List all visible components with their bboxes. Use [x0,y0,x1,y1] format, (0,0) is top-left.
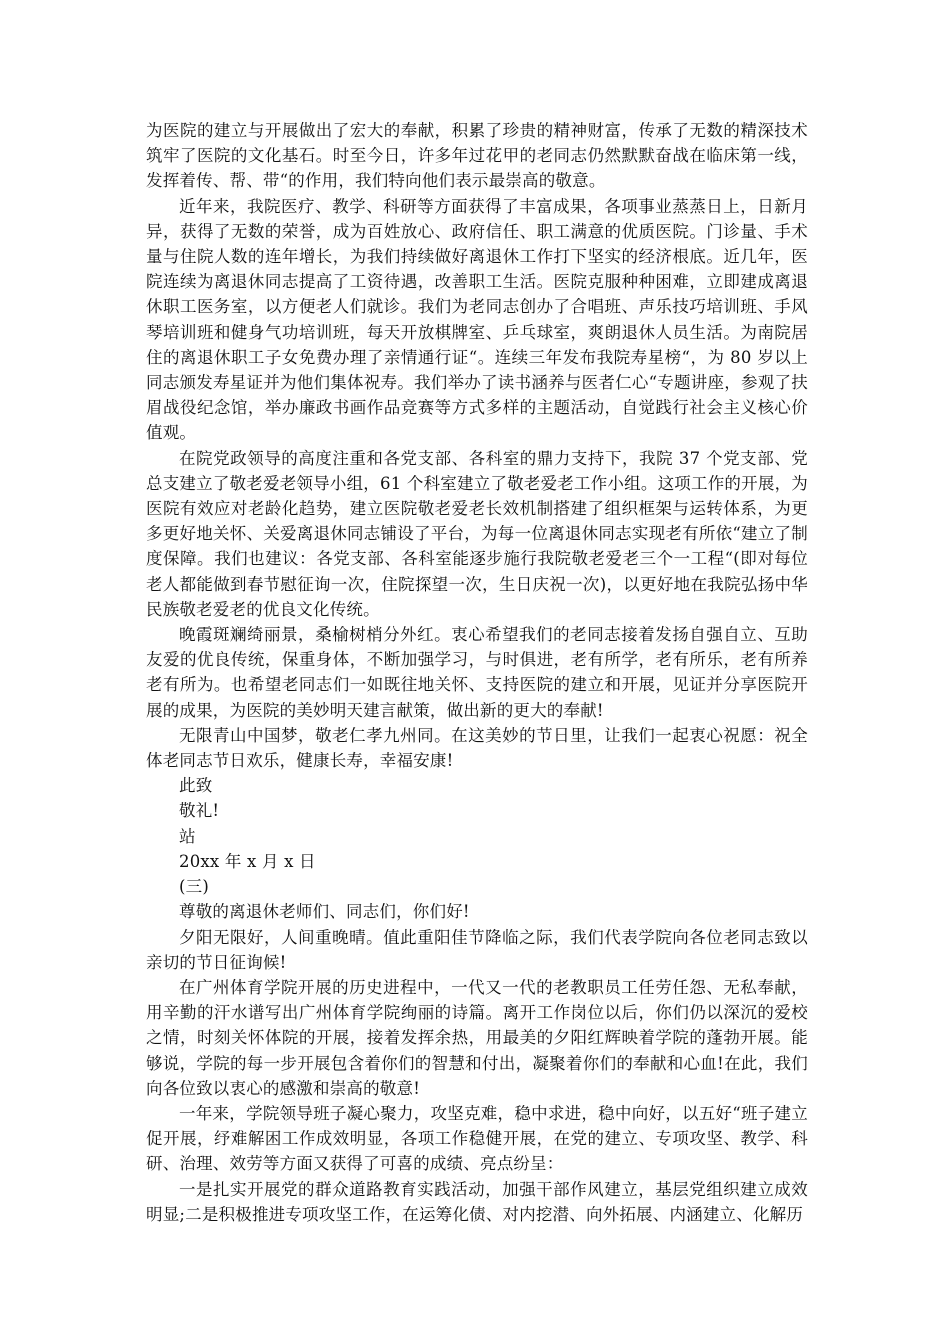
closing-line: 此致 [179,776,213,796]
paragraph: 无限青山中国梦，敬老仁孝九州同。在这美妙的节日里，让我们一起衷心祝愿：祝全体老同志节日欢乐，健康长寿，幸福安康! [146,725,808,771]
paragraph: 一年来，学院领导班子凝心聚力，攻坚克难，稳中求进，稳中向好，以五好“班子建立促开展，纾难解困工作成效明显，各项工作稳健开展，在党的建立、专项攻坚、教学、科研、治理、效劳等方面又获得了可喜的成绩、亮点纷呈： [146,1103,808,1174]
greeting: 尊敬的离退休老师们、同志们，你们好! [179,902,470,922]
paragraph: 在院党政领导的高度注重和各党支部、各科室的鼎力支持下，我院 37 个党支部、党总支建立了敬老爱老领导小组，61 个科室建立了敬老爱老工作小组。这项工作的开展，为医院有效应对老龄化趋势，建立医院敬老爱老长效机制搭建了组织框架与运转体系，为更多更好地关怀、关爱离退休同志铺设了平台，为每一位离退休同志实现老有所依“建立了制度保障。我们也建议：各党支部、各科室能逐步施行我院敬老爱老三个一工程“(即对每位老人都能做到春节慰征询一次，住院探望一次，生日庆祝一次)，以更好地在我院弘扬中华民族敬老爱老的优良文化传统。 [146,448,808,619]
document-body [146,118,808,1227]
section-number: (三) [179,877,209,897]
paragraph: 为医院的建立与开展做出了宏大的奉献，积累了珍贵的精神财富，传承了无数的精深技术筑牢了医院的文化基石。时至今日，许多年过花甲的老同志仍然默默奋战在临床第一线，发挥着传、帮、带“的作用，我们特向他们表示最崇高的敬意。 [146,121,808,191]
date-line: 20xx 年 x 月 x 日 [179,851,316,871]
paragraph: 晚霞斑斓绮丽景，桑榆树梢分外红。衷心希望我们的老同志接着发扬自强自立、互助友爱的优良传统，保重身体，不断加强学习，与时俱进，老有所学，老有所乐，老有所养老有所为。也希望老同志们一如既往地关怀、支持医院的建立和开展，见证并分享医院开展的成果，为医院的美妙明天建言献策，做出新的更大的奉献! [146,625,808,720]
paragraph: 在广州体育学院开展的历史进程中，一代又一代的老教职员工任劳任怨、无私奉献，用辛勤的汗水谱写出广州体育学院绚丽的诗篇。离开工作岗位以后，你们仍以深沉的爱校之情，时刻关怀体院的开展，接着发挥余热，用最美的夕阳红辉映着学院的蓬勃开展。能够说，学院的每一步开展包含着你们的智慧和付出，凝聚着你们的奉献和心血!在此，我们向各位致以衷心的感激和崇高的敬意! [146,977,808,1098]
paragraph: 一是扎实开展党的群众道路教育实践活动，加强干部作风建立，基层党组织建立成效明显;二是积极推进专项攻坚工作，在运筹化债、对内挖潜、向外拓展、内涵建立、化解历 [146,1179,808,1224]
paragraph: 近年来，我院医疗、教学、科研等方面获得了丰富成果，各项事业蒸蒸日上，日新月异，获得了无数的荣誉，成为百姓放心、政府信任、职工满意的优质医院。门诊量、手术量与住院人数的连年增长，为我们持续做好离退休工作打下坚实的经济根底。近几年，医院连续为离退休同志提高了工资待遇，改善职工生活。医院克服种种困难，立即建成离退休职工医务室，以方便老人们就诊。我们为老同志创办了合唱班、声乐技巧培训班、手风琴培训班和健身气功培训班，每天开放棋牌室、乒乓球室，爽朗退休人员生活。为南院居住的离退休职工子女免费办理了亲情通行证“。连续三年发布我院寿星榜“，为 80 岁以上同志颁发寿星证并为他们集体祝寿。我们举办了读书涵养与医者仁心“专题讲座，参观了扶眉战役纪念馆，举办廉政书画作品竞赛等方式多样的主题活动，自觉践行社会主义核心价值观。 [146,196,808,443]
closing-salute: 敬礼! [179,801,220,821]
paragraph: 夕阳无限好，人间重晚晴。值此重阳佳节降临之际，我们代表学院向各位老同志致以亲切的节日征询候! [146,927,808,972]
signature: 站 [179,826,196,846]
